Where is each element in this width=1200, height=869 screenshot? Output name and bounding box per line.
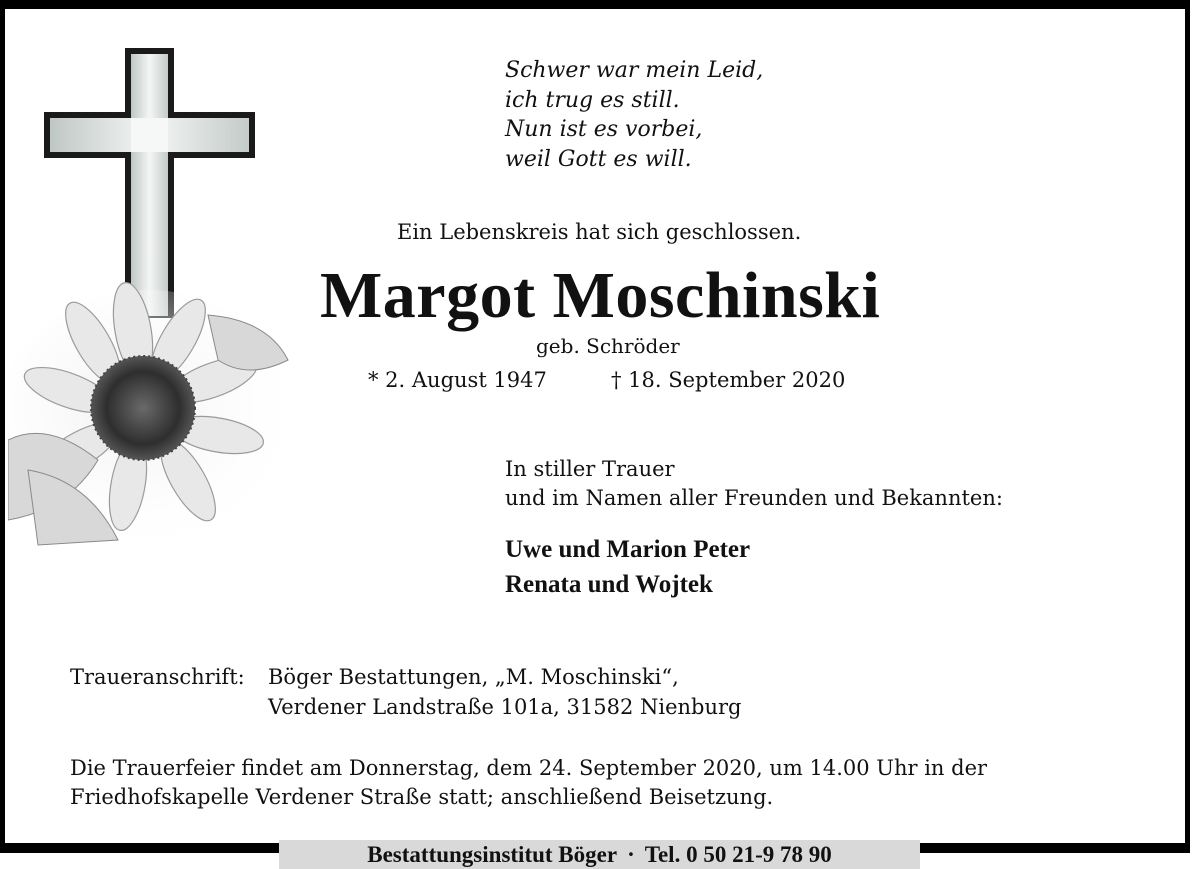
address-label: Traueranschrift: [70,665,245,689]
family-member: Uwe und Marion Peter [505,536,751,563]
intro-line: Ein Lebenskreis hat sich geschlossen. [397,220,802,244]
funeral-home-name: Bestattungsinstitut Böger [367,842,618,867]
ceremony-line: Friedhofskapelle Verdener Straße statt; anschließend Beisetzung. [70,785,774,809]
deceased-name: Margot Moschinski [320,259,881,332]
verse-line: weil Gott es will. [505,146,692,172]
sunflower-icon [8,280,298,550]
ceremony-info [70,754,987,812]
footer-separator: · [627,842,635,867]
verse-line: Schwer war mein Leid, [505,58,764,83]
address-line-2: Verdener Landstraße 101a, 31582 Nienburg [268,695,742,719]
ceremony-line: Die Trauerfeier findet am Donnerstag, dem 24. September 2020, um 14.00 Uhr in der [70,756,988,780]
cross-icon [44,48,255,318]
birth-date: * 2. August 1947 [368,368,547,392]
death-date: † 18. September 2020 [611,368,846,392]
family-member: Renata und Wojtek [505,571,713,598]
verse-line: Nun ist es vorbei, [505,117,703,142]
poem-verse [505,56,763,174]
mourning-line: In stiller Trauer [505,457,675,481]
address-line-1: Böger Bestattungen, „M. Moschinski“, [268,665,679,689]
footer-banner [279,840,920,869]
family-names [505,532,750,602]
phone-number: Tel. 0 50 21-9 78 90 [644,842,832,867]
mourning-text [505,455,1003,513]
mourning-line: und im Namen aller Freunden und Bekannten: [505,486,1003,510]
cross-sunflower-illustration [8,40,308,550]
maiden-name: geb. Schröder [536,334,680,358]
verse-line: ich trug es still. [505,87,680,113]
